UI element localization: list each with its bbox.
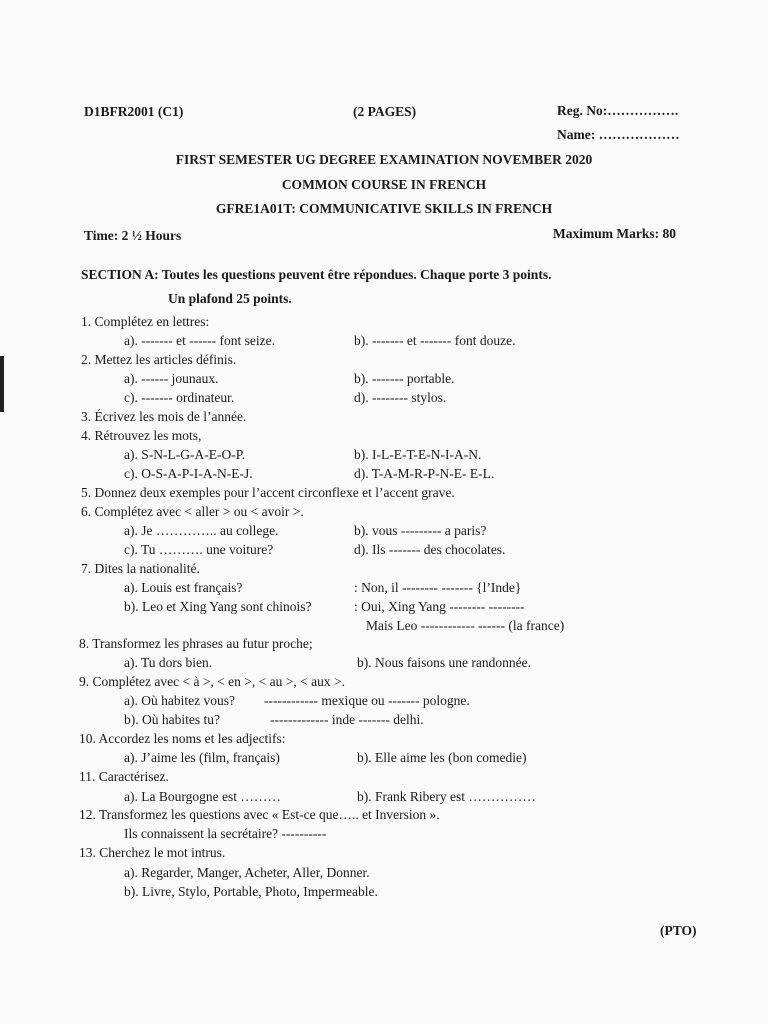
question-7-b: b). Leo et Xing Yang sont chinois? (124, 599, 312, 614)
question-9-b: b). Où habites tu? (124, 712, 220, 727)
question-6-c: c). Tu ………. une voiture? (124, 542, 274, 557)
question-2-b: b). ------- portable. (354, 371, 455, 386)
paper-code: D1BFR2001 (C1) (84, 104, 184, 119)
question-5: 5. Donnez deux exemples pour l’accent circonflexe et l’accent grave. (81, 485, 455, 500)
pto-marker: (PTO) (660, 923, 697, 938)
question-11: 11. Caractérisez. (79, 769, 169, 784)
question-9-b-answer: ------------- inde ------- delhi. (270, 712, 424, 727)
question-12: 12. Transformez les questions avec « Est-ce que….. et Inversion ». (79, 807, 440, 822)
question-3: 3. Écrivez les mois de l’année. (81, 409, 247, 424)
name-field: Name: ……………… (557, 127, 680, 142)
scan-edge-mark (0, 356, 4, 412)
question-7-a: a). Louis est français? (124, 580, 243, 595)
question-2: 2. Mettez les articles définis. (81, 352, 237, 367)
question-6-d: d). Ils ------- des chocolates. (354, 542, 506, 557)
question-13-b: b). Livre, Stylo, Portable, Photo, Impermeable. (124, 884, 378, 899)
question-4-d: d). T-A-M-R-P-N-E- E-L. (354, 466, 495, 481)
question-8-b: b). Nous faisons une randonnée. (357, 655, 531, 670)
exam-time: Time: 2 ½ Hours (84, 228, 182, 243)
question-10-a: a). J’aime les (film, français) (124, 750, 280, 765)
question-2-a: a). ------ jounaux. (124, 371, 219, 386)
max-marks: Maximum Marks: 80 (553, 226, 676, 241)
question-4-b: b). I-L-E-T-E-N-I-A-N. (354, 447, 482, 462)
question-11-a: a). La Bourgogne est ……… (124, 789, 281, 804)
question-9: 9. Complétez avec < à >, < en >, < au >, < aux >. (79, 674, 345, 689)
exam-title: FIRST SEMESTER UG DEGREE EXAMINATION NOVEMBER 2020 (175, 152, 593, 167)
question-11-b: b). Frank Ribery est …………… (357, 789, 536, 804)
question-6-a: a). Je ………….. au college. (124, 523, 279, 538)
question-8: 8. Transformez les phrases au futur proche; (79, 636, 313, 651)
question-1-b: b). ------- et ------- font douze. (354, 333, 516, 348)
paper-title: GFRE1A01T: COMMUNICATIVE SKILLS IN FRENCH (215, 201, 553, 216)
question-2-d: d). -------- stylos. (354, 390, 447, 405)
question-13: 13. Cherchez le mot intrus. (79, 845, 226, 860)
question-9-a-answer: ------------ mexique ou ------- pologne. (264, 693, 470, 708)
question-7-a-answer: : Non, il -------- ------- {l’Inde} (354, 580, 522, 595)
question-13-a: a). Regarder, Manger, Acheter, Aller, Donner. (124, 865, 370, 880)
question-4-c: c). O-S-A-P-I-A-N-E-J. (124, 466, 253, 481)
question-6-b: b). vous --------- a paris? (354, 523, 487, 538)
question-1-a: a). ------- et ------ font seize. (124, 333, 276, 348)
question-10-b: b). Elle aime les (bon comedie) (357, 750, 527, 765)
question-1: 1. Complétez en lettres: (81, 314, 210, 329)
question-7-b-answer-2: Mais Leo ------------ ------ (la france) (366, 618, 565, 633)
reg-no-field: Reg. No:……………. (557, 103, 679, 118)
course-title: COMMON COURSE IN FRENCH (281, 177, 487, 192)
question-10: 10. Accordez les noms et les adjectifs: (79, 731, 286, 746)
question-2-c: c). ------- ordinateur. (124, 390, 235, 405)
page-count: (2 PAGES) (353, 104, 417, 119)
section-a-subheading: Un plafond 25 points. (168, 291, 292, 306)
question-12-line: Ils connaissent la secrétaire? ---------- (124, 826, 327, 841)
question-6: 6. Complétez avec < aller > ou < avoir >. (81, 504, 304, 519)
question-4-a: a). S-N-L-G-A-E-O-P. (124, 447, 246, 462)
question-8-a: a). Tu dors bien. (124, 655, 213, 670)
question-7-b-answer: : Oui, Xing Yang -------- -------- (354, 599, 525, 614)
section-a-heading: SECTION A: Toutes les questions peuvent être répondues. Chaque porte 3 points. (81, 267, 552, 282)
question-4: 4. Rétrouvez les mots, (81, 428, 202, 443)
question-9-a: a). Où habitez vous? (124, 693, 235, 708)
question-7: 7. Dites la nationalité. (81, 561, 200, 576)
